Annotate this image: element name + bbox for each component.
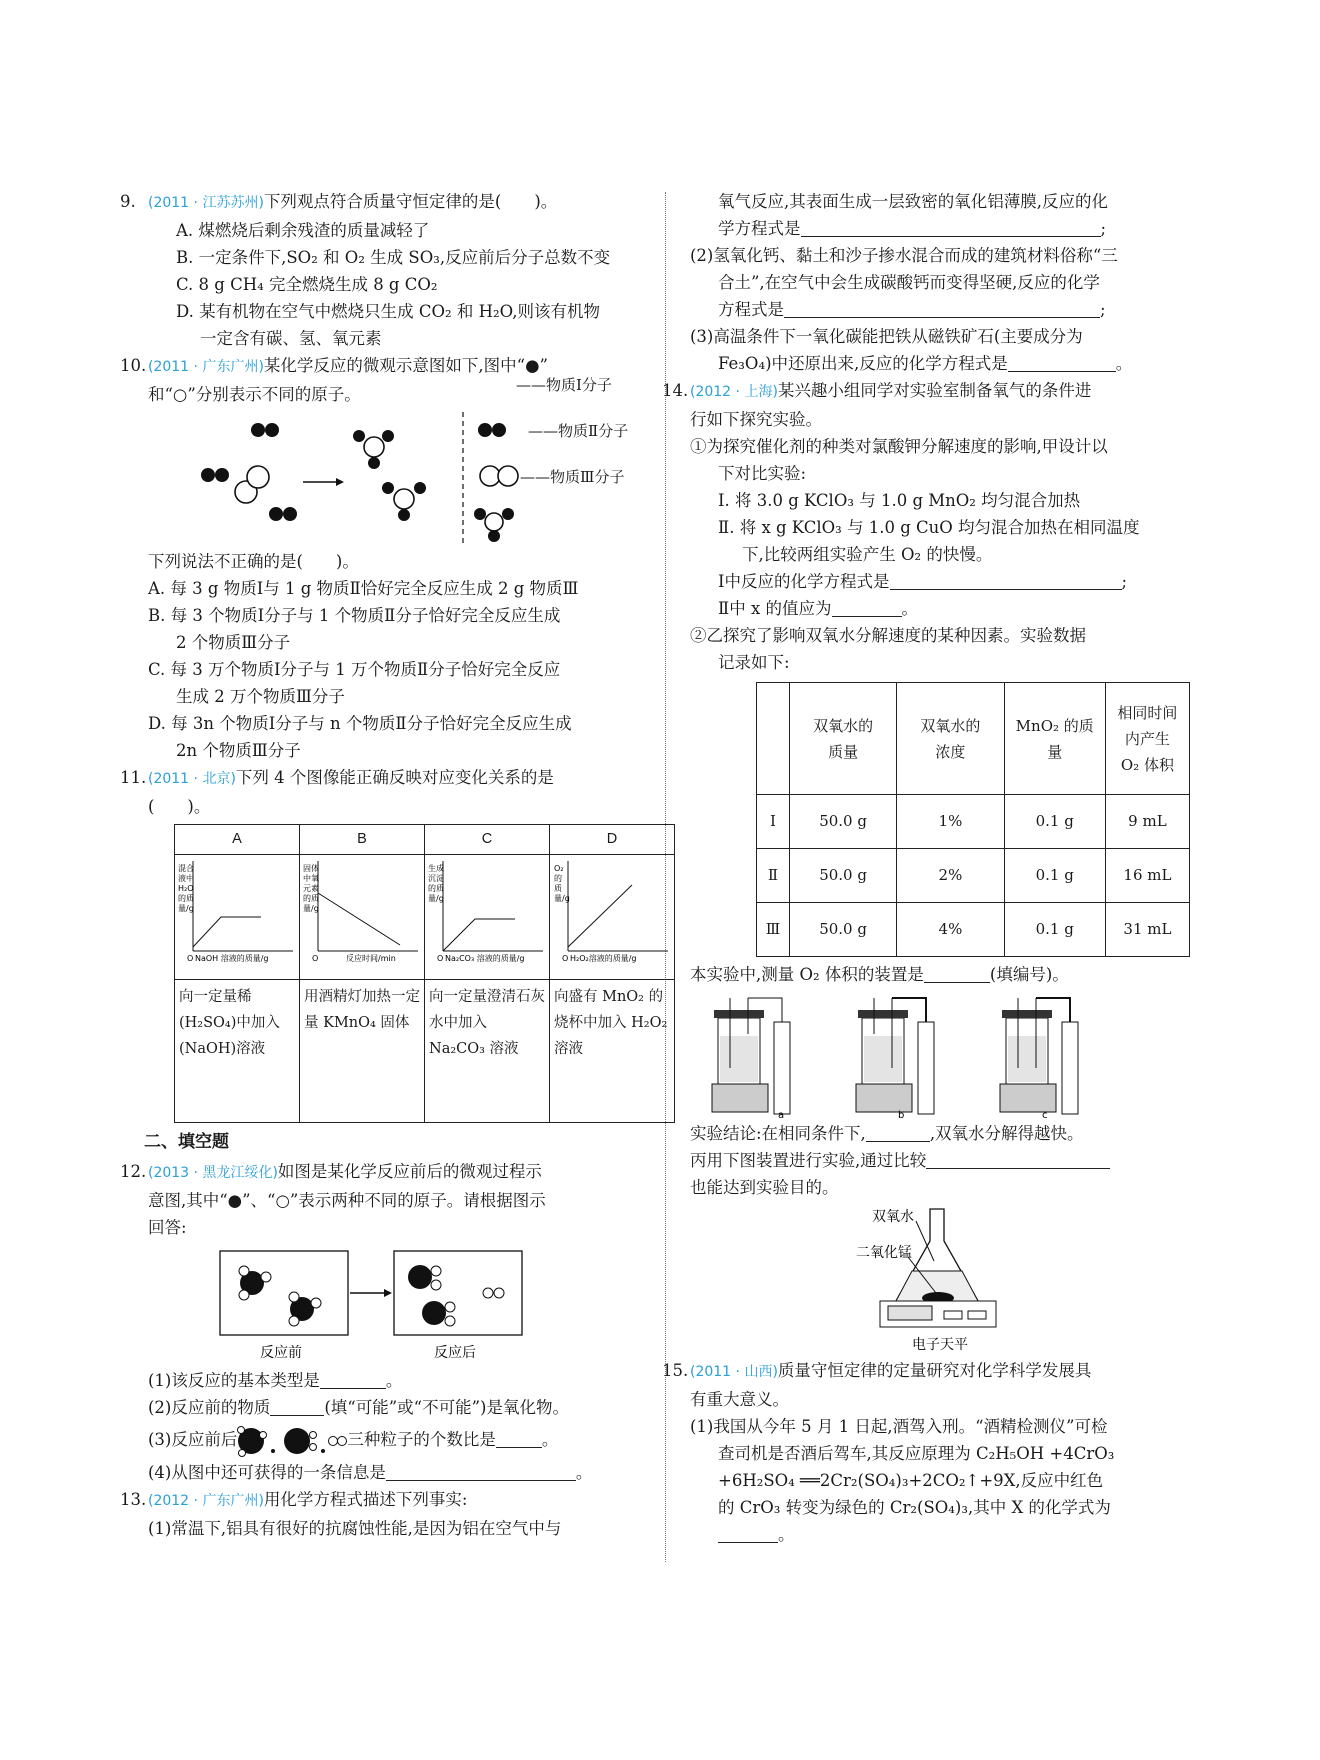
desc-d: 向盛有 MnO₂ 的烧杯中加入 H₂O₂ 溶液 bbox=[550, 980, 675, 1123]
question-ask: 下列说法不正确的是( )。 bbox=[148, 552, 359, 571]
graph-options-table bbox=[174, 824, 675, 1123]
option-a: A. 每 3 g 物质Ⅰ与 1 g 物质Ⅱ恰好完全反应生成 2 g 物质Ⅲ bbox=[148, 579, 579, 598]
question-source: (2011 · 北京) bbox=[148, 771, 236, 787]
table-cell: Ⅱ bbox=[757, 849, 790, 903]
equation-prompt: Ⅰ中反应的化学方程式是 bbox=[718, 572, 890, 591]
part-2: ②乙探究了影响双氧水分解速度的某种因素。实验数据 bbox=[690, 626, 1086, 645]
svg-text:电子天平: 电子天平 bbox=[912, 1337, 968, 1353]
sub-question-2-cont: 合土”,在空气中会生成碳酸钙而变得坚硬,反应的化学 bbox=[718, 273, 1100, 292]
particle-icons bbox=[237, 1425, 347, 1457]
question-number: 10. bbox=[120, 356, 147, 375]
desc-b: 用酒精灯加热一定量 KMnO₄ 固体 bbox=[300, 980, 425, 1123]
desc-a: 向一定量稀(H₂SO₄)中加入(NaOH)溶液 bbox=[175, 980, 300, 1123]
option-d-cont: 一定含有碳、氢、氧元素 bbox=[200, 329, 382, 348]
question-12 bbox=[120, 1158, 648, 1486]
question-stem: 用化学方程式描述下列事实: bbox=[263, 1490, 468, 1509]
punct: 。 bbox=[901, 599, 919, 618]
question-10 bbox=[120, 352, 648, 764]
option-c: C. 每 3 万个物质Ⅰ分子与 1 万个物质Ⅱ分子恰好完全反应 bbox=[148, 660, 561, 679]
punct: 。 bbox=[575, 1463, 593, 1482]
table-cell: 50.0 g bbox=[789, 903, 896, 957]
svg-text:双氧水: 双氧水 bbox=[872, 1209, 914, 1225]
option-b-cont: 2 个物质Ⅲ分子 bbox=[176, 633, 291, 652]
sub-question-1-cont: +6H₂SO₄ ══2Cr₂(SO₄)₃+2CO₂↑+9X,反应中红色 bbox=[718, 1471, 1104, 1490]
blank-13-1[interactable] bbox=[801, 218, 1101, 237]
punct: ; bbox=[1100, 219, 1107, 238]
col-header-b: B bbox=[300, 825, 425, 855]
section-heading: 二、填空题 bbox=[144, 1132, 229, 1152]
punct: 。 bbox=[385, 1371, 403, 1390]
electronic-balance-setup bbox=[690, 1201, 1190, 1357]
blank-14-bing[interactable] bbox=[926, 1150, 1110, 1169]
table-cell: 2% bbox=[897, 849, 1004, 903]
bing-prompt-cont: 也能达到实验目的。 bbox=[690, 1178, 839, 1197]
table-cell: 4% bbox=[897, 903, 1004, 957]
question-source: (2011 · 山西) bbox=[690, 1364, 778, 1380]
question-stem: 如图是某化学反应前后的微观过程示 bbox=[277, 1162, 542, 1181]
table-cell: 50.0 g bbox=[789, 849, 896, 903]
x-value-prompt: Ⅱ中 x 的值应为 bbox=[718, 599, 832, 618]
question-number: 15. bbox=[662, 1361, 689, 1380]
svg-text:O: O bbox=[437, 954, 444, 963]
question-11 bbox=[120, 764, 668, 1123]
punct: ; bbox=[1100, 300, 1106, 319]
part-1: ①为探究催化剂的种类对氯酸钾分解速度的影响,甲设计以 bbox=[690, 437, 1108, 456]
sub-question-1: (1)我国从今年 5 月 1 日起,酒驾入刑。“酒精检测仪”可检 bbox=[690, 1417, 1108, 1436]
sub-question-2-cont: 方程式是 bbox=[718, 300, 784, 319]
apparatus-a bbox=[712, 998, 790, 1120]
experiment-data-table bbox=[756, 682, 1190, 957]
measure-prompt: 本实验中,测量 O₂ 体积的装置是 bbox=[690, 965, 924, 984]
svg-text:Na₂CO₃ 溶液的质量/g: Na₂CO₃ 溶液的质量/g bbox=[445, 954, 525, 963]
left-column bbox=[120, 188, 668, 1542]
question-stem-cont: 和“○”分别表示不同的原子。 bbox=[148, 385, 361, 404]
sub-question-3-cont: Fe₃O₄)中还原出来,反应的化学方程式是 bbox=[718, 354, 1008, 373]
svg-text:混合液中H₂O的质量/g: 混合液中 H₂O 的质量/g bbox=[178, 864, 194, 913]
option-c-cont: 生成 2 万个物质Ⅲ分子 bbox=[176, 687, 345, 706]
blank-13-3[interactable] bbox=[1008, 353, 1116, 372]
experiment-2: Ⅱ. 将 x g KClO₃ 与 1.0 g CuO 均匀混合加热在相同温度 bbox=[718, 518, 1140, 537]
option-b: B. 一定条件下,SO₂ 和 O₂ 生成 SO₃,反应前后分子总数不变 bbox=[176, 248, 611, 267]
blank-15-x[interactable] bbox=[718, 1524, 778, 1543]
svg-text:生成沉淀的质量/g: 生成沉淀的质量/g bbox=[428, 864, 444, 903]
sub-question-4: (4)从图中还可获得的一条信息是 bbox=[148, 1463, 386, 1482]
col-header-c: C bbox=[425, 825, 550, 855]
sub-question-1-cont: 氧气反应,其表面生成一层致密的氧化铝薄膜,反应的化 bbox=[718, 192, 1108, 211]
conclusion-prompt-cont: ,双氧水分解得越快。 bbox=[929, 1124, 1084, 1143]
blank-14-eq[interactable] bbox=[890, 571, 1122, 590]
question-stem-cont: 回答: bbox=[148, 1218, 187, 1237]
table-header: 双氧水的浓度 bbox=[897, 683, 1004, 795]
svg-text:c: c bbox=[1042, 1110, 1048, 1120]
col-header-d: D bbox=[550, 825, 675, 855]
svg-text:反应前: 反应前 bbox=[260, 1345, 302, 1361]
table-header: 相同时间内产生 O₂ 体积 bbox=[1105, 683, 1189, 795]
sub-question-1: (1)常温下,铝具有很好的抗腐蚀性能,是因为铝在空气中与 bbox=[148, 1519, 562, 1538]
punct: 。 bbox=[541, 1430, 559, 1449]
svg-text:a: a bbox=[778, 1110, 785, 1120]
graph-c bbox=[425, 855, 550, 980]
sub-question-1-cont: 查司机是否酒后驾车,其反应原理为 C₂H₅OH +4CrO₃ bbox=[718, 1444, 1115, 1463]
table-cell: 16 mL bbox=[1105, 849, 1189, 903]
table-header bbox=[757, 683, 790, 795]
question-number: 9. bbox=[120, 192, 136, 211]
question-13 bbox=[120, 1486, 648, 1542]
question-number: 11. bbox=[120, 768, 147, 787]
question-stem: 下列 4 个图像能正确反映对应变化关系的是 bbox=[235, 768, 554, 787]
table-cell: 0.1 g bbox=[1004, 849, 1105, 903]
table-cell: 31 mL bbox=[1105, 903, 1189, 957]
question-source: (2011 · 江苏苏州) bbox=[148, 195, 264, 211]
svg-text:O: O bbox=[312, 954, 319, 963]
blank-2[interactable] bbox=[270, 1397, 324, 1416]
table-header: 双氧水的质量 bbox=[789, 683, 896, 795]
measure-prompt-cont: (填编号)。 bbox=[989, 965, 1069, 984]
sub-question-3: (3)高温条件下一氧化碳能把铁从磁铁矿石(主要成分为 bbox=[690, 327, 1083, 346]
apparatus-b bbox=[856, 998, 934, 1120]
option-b: B. 每 3 个物质Ⅰ分子与 1 个物质Ⅱ分子恰好完全反应生成 bbox=[148, 606, 561, 625]
question-source: (2013 · 黑龙江绥化) bbox=[148, 1165, 278, 1181]
question-source: (2012 · 广东广州) bbox=[148, 1493, 264, 1509]
legend-substance-1: ——物质Ⅰ分子 bbox=[516, 376, 612, 394]
blank-4[interactable] bbox=[386, 1462, 576, 1481]
question-15 bbox=[662, 1357, 1190, 1548]
svg-text:b: b bbox=[898, 1110, 905, 1120]
answer-paren: ( )。 bbox=[148, 797, 211, 816]
svg-text:O: O bbox=[562, 954, 569, 963]
table-cell: Ⅰ bbox=[757, 795, 790, 849]
blank-13-2[interactable] bbox=[784, 299, 1100, 318]
table-header: MnO₂ 的质量 bbox=[1004, 683, 1105, 795]
table-cell: 1% bbox=[897, 795, 1004, 849]
conclusion-prompt: 实验结论:在相同条件下, bbox=[690, 1124, 866, 1143]
svg-text:固体中氧元素的质量/g: 固体中氧元素的质量/g bbox=[303, 864, 319, 913]
question-13-cont bbox=[690, 188, 1190, 377]
question-stem: 某兴趣小组同学对实验室制备氧气的条件进 bbox=[777, 381, 1092, 400]
graph-a bbox=[175, 855, 300, 980]
blank-14-conclusion[interactable] bbox=[866, 1123, 930, 1142]
right-column bbox=[662, 188, 1190, 1548]
sub-question-2-cont: (填“可能”或“不可能”)是氧化物。 bbox=[324, 1398, 569, 1417]
graph-d bbox=[550, 855, 675, 980]
question-stem-cont: 意图,其中“●”、“○”表示两种不同的原子。请根据图示 bbox=[148, 1191, 546, 1210]
sub-question-2: (2)反应前的物质 bbox=[148, 1398, 271, 1417]
question-number: 13. bbox=[120, 1490, 147, 1509]
question-source: (2011 · 广东广州) bbox=[148, 359, 264, 375]
svg-text:反应时间/min: 反应时间/min bbox=[346, 954, 396, 963]
sub-question-1-cont: 的 CrO₃ 转变为绿色的 Cr₂(SO₄)₃,其中 X 的化学式为 bbox=[718, 1498, 1111, 1517]
bing-prompt: 丙用下图装置进行实验,通过比较 bbox=[690, 1151, 927, 1170]
table-cell: 50.0 g bbox=[789, 795, 896, 849]
question-stem: 某化学反应的微观示意图如下,图中“●” bbox=[263, 356, 548, 375]
part-2-cont: 记录如下: bbox=[718, 653, 790, 672]
option-d: D. 某有机物在空气中燃烧只生成 CO₂ 和 H₂O,则该有机物 bbox=[176, 302, 600, 321]
question-number: 14. bbox=[662, 381, 689, 400]
punct: 。 bbox=[778, 1525, 795, 1544]
sub-question-1: (1)该反应的基本类型是 bbox=[148, 1371, 320, 1390]
sub-question-3-cont: 三种粒子的个数比是 bbox=[347, 1430, 496, 1449]
reaction-before-after-diagram bbox=[148, 1247, 648, 1367]
svg-text:二氧化锰: 二氧化锰 bbox=[856, 1245, 912, 1261]
blank-14-x[interactable] bbox=[832, 598, 902, 617]
punct: ; bbox=[1121, 572, 1128, 591]
question-number: 12. bbox=[120, 1162, 147, 1181]
svg-text:O₂的质量/g: O₂ 的质量/g bbox=[554, 864, 570, 903]
svg-text:反应后: 反应后 bbox=[434, 1345, 476, 1361]
sub-question-3: (3)反应前后 bbox=[148, 1430, 238, 1449]
col-header-a: A bbox=[175, 825, 300, 855]
part-1-cont: 下对比实验: bbox=[718, 464, 807, 483]
question-9 bbox=[120, 188, 648, 352]
apparatus-c bbox=[1000, 998, 1078, 1120]
sub-question-2: (2)氢氧化钙、黏土和沙子掺水混合而成的建筑材料俗称“三 bbox=[690, 246, 1118, 265]
sub-question-1-cont: 学方程式是 bbox=[718, 219, 801, 238]
legend-substance-2: ——物质Ⅱ分子 bbox=[528, 422, 629, 440]
graph-b bbox=[300, 855, 425, 980]
blank-3[interactable] bbox=[496, 1429, 542, 1448]
desc-c: 向一定量澄清石灰水中加入 Na₂CO₃ 溶液 bbox=[425, 980, 550, 1123]
table-cell: Ⅲ bbox=[757, 903, 790, 957]
question-stem: 质量守恒定律的定量研究对化学科学发展具 bbox=[777, 1361, 1092, 1380]
punct: 。 bbox=[1115, 354, 1133, 373]
experiment-1: Ⅰ. 将 3.0 g KClO₃ 与 1.0 g MnO₂ 均匀混合加热 bbox=[718, 491, 1081, 510]
svg-text:NaOH 溶液的质量/g: NaOH 溶液的质量/g bbox=[195, 954, 269, 963]
table-cell: 9 mL bbox=[1105, 795, 1189, 849]
blank-1[interactable] bbox=[320, 1370, 386, 1389]
svg-text:H₂O₂溶液的质量/g: H₂O₂溶液的质量/g bbox=[570, 954, 637, 963]
svg-text:O: O bbox=[187, 954, 194, 963]
question-stem-cont: 行如下探究实验。 bbox=[690, 410, 822, 429]
question-14 bbox=[662, 377, 1190, 1357]
blank-14-device[interactable] bbox=[924, 964, 990, 983]
question-source: (2012 · 上海) bbox=[690, 384, 778, 400]
option-c: C. 8 g CH₄ 完全燃烧生成 8 g CO₂ bbox=[176, 275, 438, 294]
option-a: A. 煤燃烧后剩余残渣的质量减轻了 bbox=[176, 221, 430, 240]
gas-collection-apparatus bbox=[690, 988, 1190, 1120]
option-d-cont: 2n 个物质Ⅲ分子 bbox=[176, 741, 301, 760]
experiment-2-cont: 下,比较两组实验产生 O₂ 的快慢。 bbox=[742, 545, 993, 564]
table-cell: 0.1 g bbox=[1004, 903, 1105, 957]
question-stem: 下列观点符合质量守恒定律的是( )。 bbox=[263, 192, 558, 211]
table-cell: 0.1 g bbox=[1004, 795, 1105, 849]
question-stem-cont: 有重大意义。 bbox=[690, 1390, 789, 1409]
option-d: D. 每 3n 个物质Ⅰ分子与 n 个物质Ⅱ分子恰好完全反应生成 bbox=[148, 714, 572, 733]
legend-substance-3: ——物质Ⅲ分子 bbox=[520, 468, 625, 486]
